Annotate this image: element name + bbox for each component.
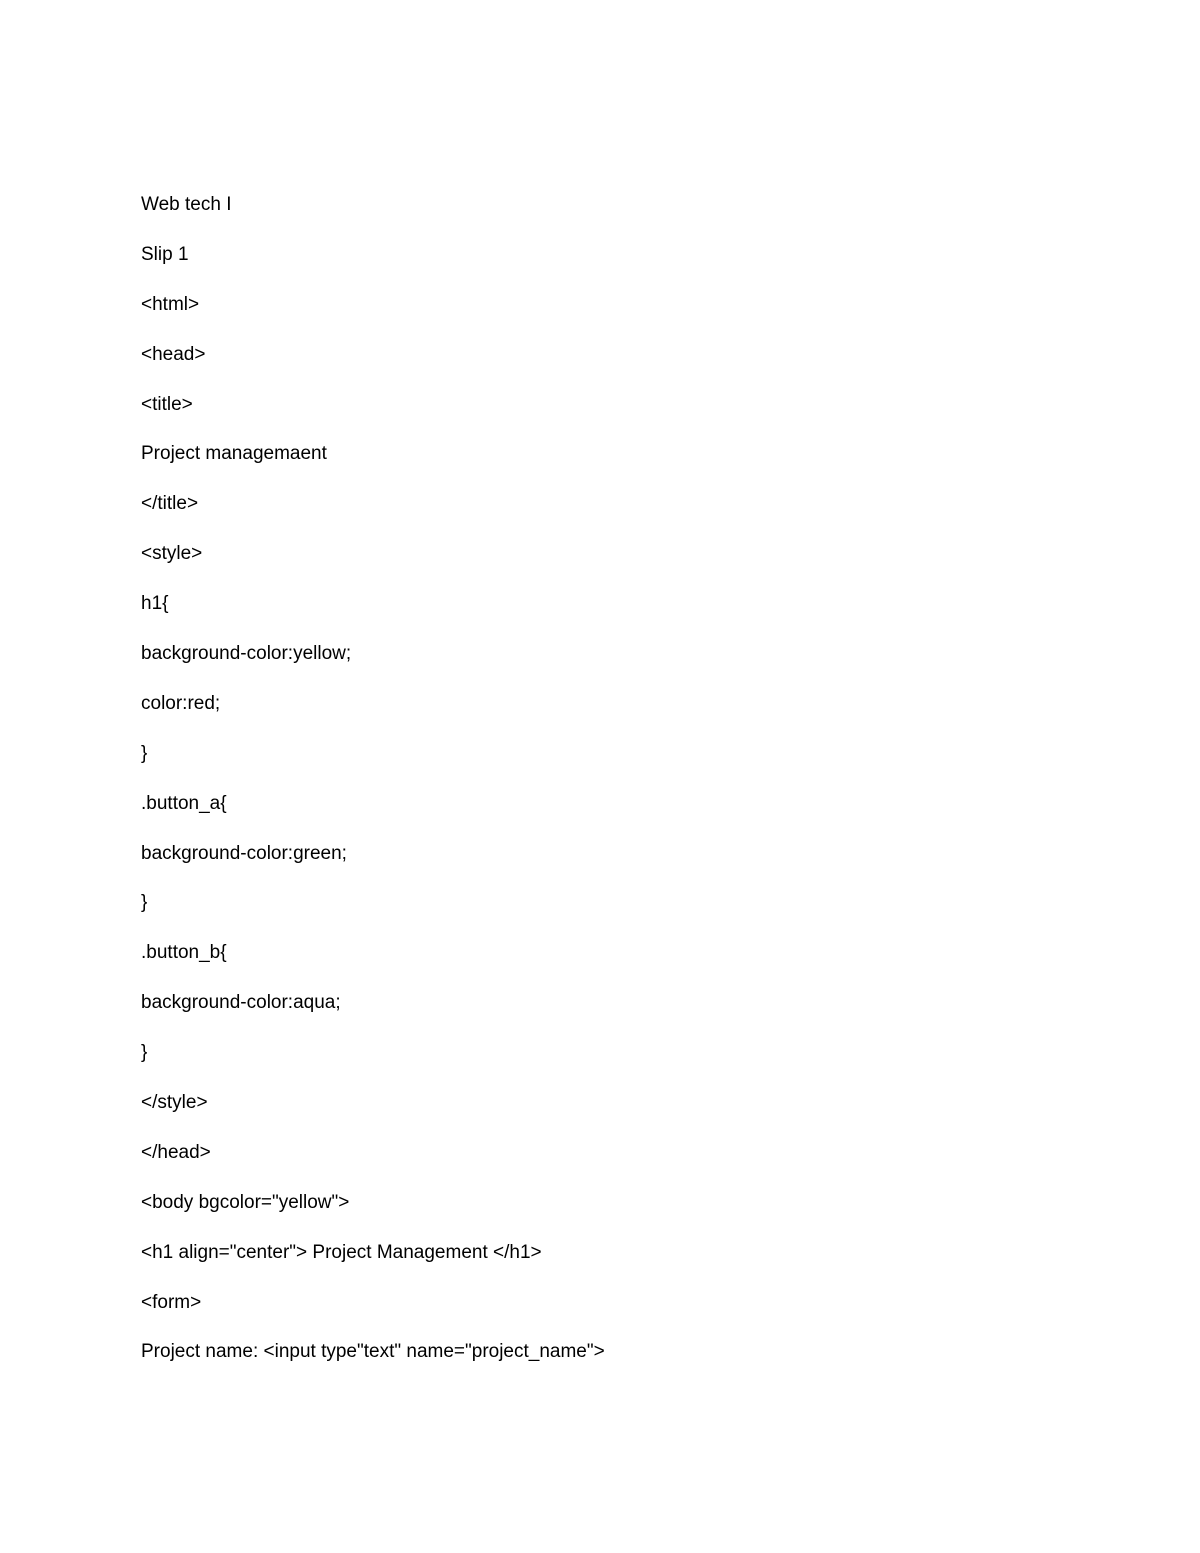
document-text-lines bbox=[141, 192, 1121, 1389]
document-line: } bbox=[141, 892, 148, 914]
document-line: <head> bbox=[141, 343, 206, 365]
document-line: </head> bbox=[141, 1141, 211, 1163]
document-line: color:red; bbox=[141, 692, 221, 714]
document-line: Project name: <input type"text" name="project_name"> bbox=[141, 1341, 605, 1363]
document-line: } bbox=[141, 1042, 148, 1064]
document-line: Project managemaent bbox=[141, 443, 327, 465]
document-line: .button_a{ bbox=[141, 792, 227, 814]
document-line: <form> bbox=[141, 1291, 202, 1313]
document-line: background-color:yellow; bbox=[141, 643, 352, 665]
document-line: <style> bbox=[141, 543, 203, 565]
document-line: h1{ bbox=[141, 593, 169, 615]
document-line: background-color:green; bbox=[141, 842, 347, 864]
document-line: } bbox=[141, 742, 148, 764]
document-line: background-color:aqua; bbox=[141, 992, 341, 1014]
document-line: Slip 1 bbox=[141, 243, 189, 265]
document-line: </style> bbox=[141, 1092, 208, 1114]
document-line: <html> bbox=[141, 293, 200, 315]
document-line: </title> bbox=[141, 493, 199, 515]
document-line: .button_b{ bbox=[141, 942, 227, 964]
document-line: Web tech I bbox=[141, 194, 232, 215]
document-line: <body bgcolor="yellow"> bbox=[141, 1191, 350, 1213]
document-line: <h1 align="center"> Project Management </h1> bbox=[141, 1241, 542, 1263]
document-line: <title> bbox=[141, 393, 193, 415]
